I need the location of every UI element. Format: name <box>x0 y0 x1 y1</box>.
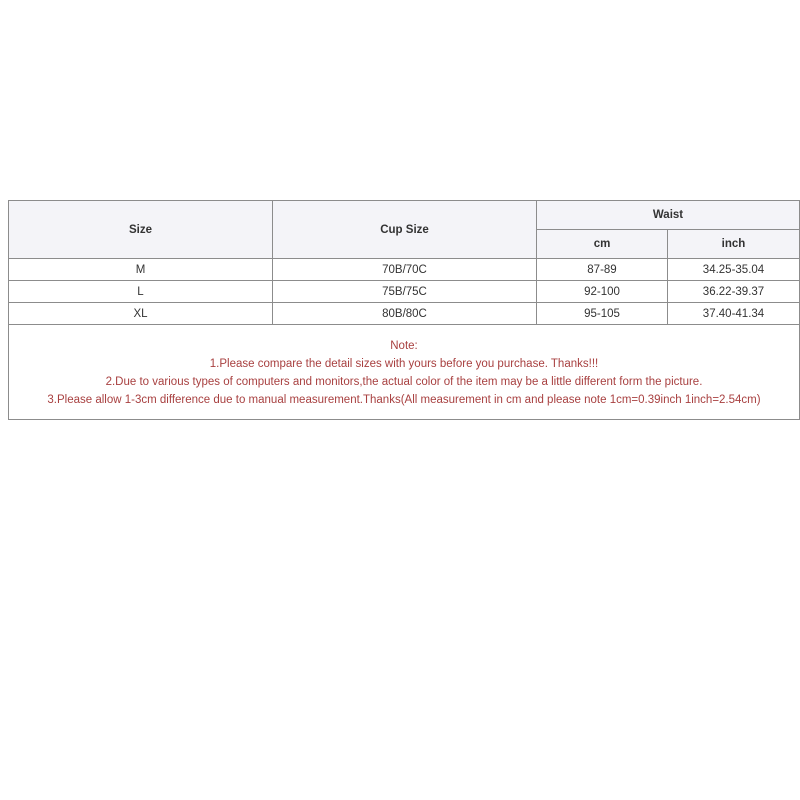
waist-inch-cell: 36.22-39.37 <box>668 281 800 303</box>
table-row <box>9 259 800 281</box>
size-header: Size <box>9 201 273 259</box>
waist-cm-cell: 95-105 <box>537 303 668 325</box>
cup-size-cell: 75B/75C <box>273 281 537 303</box>
cm-header: cm <box>537 230 668 259</box>
note-cell <box>9 325 800 420</box>
waist-cm-cell: 87-89 <box>537 259 668 281</box>
size-chart-table <box>8 200 800 420</box>
note-title: Note: <box>390 340 418 352</box>
inch-header: inch <box>668 230 800 259</box>
waist-cm-cell: 92-100 <box>537 281 668 303</box>
header-row <box>9 201 800 230</box>
cup-size-header: Cup Size <box>273 201 537 259</box>
size-cell: L <box>9 281 273 303</box>
cup-size-cell: 80B/80C <box>273 303 537 325</box>
note-line: 2.Due to various types of computers and monitors,the actual color of the item may be a little different form the picture. <box>105 376 703 388</box>
table-row <box>9 303 800 325</box>
waist-inch-cell: 37.40-41.34 <box>668 303 800 325</box>
size-cell: XL <box>9 303 273 325</box>
table-row <box>9 281 800 303</box>
note-line: 1.Please compare the detail sizes with yours before you purchase. Thanks!!! <box>209 358 599 370</box>
waist-inch-cell: 34.25-35.04 <box>668 259 800 281</box>
size-cell: M <box>9 259 273 281</box>
waist-header: Waist <box>537 201 800 230</box>
cup-size-cell: 70B/70C <box>273 259 537 281</box>
note-row <box>9 325 800 420</box>
note-line: 3.Please allow 1-3cm difference due to manual measurement.Thanks(All measurement in cm and please note 1cm=0.39inch 1inch=2.54cm) <box>47 394 761 406</box>
